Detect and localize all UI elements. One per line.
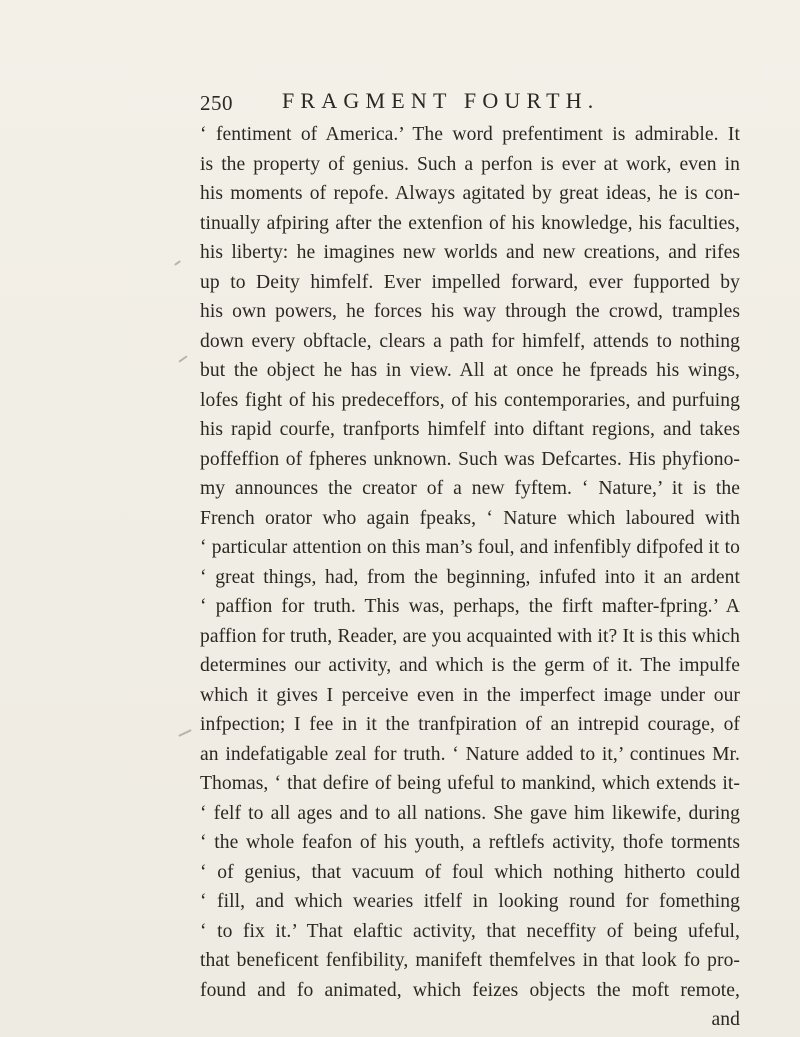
text-line: up to Deity himfelf. Ever impelled forward, ever fupported by [200,271,740,293]
text-line: my announces the creator of a new fyftem. ‘ Nature,’ it is the [200,478,740,499]
text-line: ‘ paffion for truth. This was, perhaps, the firft mafter-fpring.’ A [200,596,740,617]
text-line: Thomas, ‘ that defire of being ufeful to mankind, which extends it- [200,773,740,794]
text-line: that beneficent fenfibility, manifeft themfelves in that look fo pro- [200,950,740,971]
catchword: and [711,1009,740,1030]
text-line: but the object he has in view. All at once he fpreads his wings, [200,360,740,381]
text-line: his rapid courfe, tranfports himfelf into diftant regions, and takes [200,419,740,440]
text-line: is the property of genius. Such a perfon is ever at work, even in [200,153,740,175]
margin-mark [178,729,192,737]
text-line: ‘ great things, had, from the beginning, infufed into it an ardent [200,566,740,588]
text-line: paffion for truth, Reader, are you acquainted with it? It is this which [200,625,740,647]
text-line: ‘ fentiment of America.’ The word prefentiment is admirable. It [200,124,740,145]
text-line: his own powers, he forces his way through the crowd, tramples [200,301,740,322]
body-text [200,120,740,1035]
text-line: tinually afpiring after the extenfion of his knowledge, his faculties, [200,212,740,234]
text-line: his liberty: he imagines new worlds and new creations, and rifes [200,242,740,263]
text-line: found and fo animated, which feizes objects the moft remote, [200,979,740,1001]
text-line: ‘ the whole feafon of his youth, a reftlefs activity, thofe torments [200,832,740,853]
text-line: an indefatigable zeal for truth. ‘ Nature added to it,’ continues Mr. [200,743,740,765]
text-line: ‘ particular attention on this man’s foul, and infenfibly difpofed it to [200,537,740,558]
margin-mark [174,260,181,266]
text-line: determines our activity, and which is the germ of it. The impulfe [200,655,740,676]
text-line: which it gives I perceive even in the imperfect image under our [200,684,740,706]
running-head: FRAGMENT FOURTH. [282,88,600,113]
text-line: infpection; I fee in it the tranfpiration of an intrepid courage, of [200,714,740,735]
text-line: poffeffion of fpheres unknown. Such was Defcartes. His phyfiono- [200,448,740,470]
text-line: his moments of repofe. Always agitated by great ideas, he is con- [200,183,740,204]
text-line: ‘ to fix it.’ That elaftic activity, that neceffity of being ufeful, [200,920,740,942]
page-number: 250 [200,91,233,115]
text-line: ‘ fill, and which wearies itfelf in looking round for fomething [200,891,740,912]
text-line: lofes fight of his predeceffors, of his contemporaries, and purfuing [200,389,740,411]
margin-mark [178,355,187,362]
text-line: ‘ of genius, that vacuum of foul which nothing hitherto could [200,861,740,883]
text-line: down every obftacle, clears a path for himfelf, attends to nothing [200,330,740,352]
text-line: ‘ felf to all ages and to all nations. She gave him likewife, during [200,802,740,824]
page-header [200,88,740,118]
text-line: French orator who again fpeaks, ‘ Nature which laboured with [200,507,740,529]
